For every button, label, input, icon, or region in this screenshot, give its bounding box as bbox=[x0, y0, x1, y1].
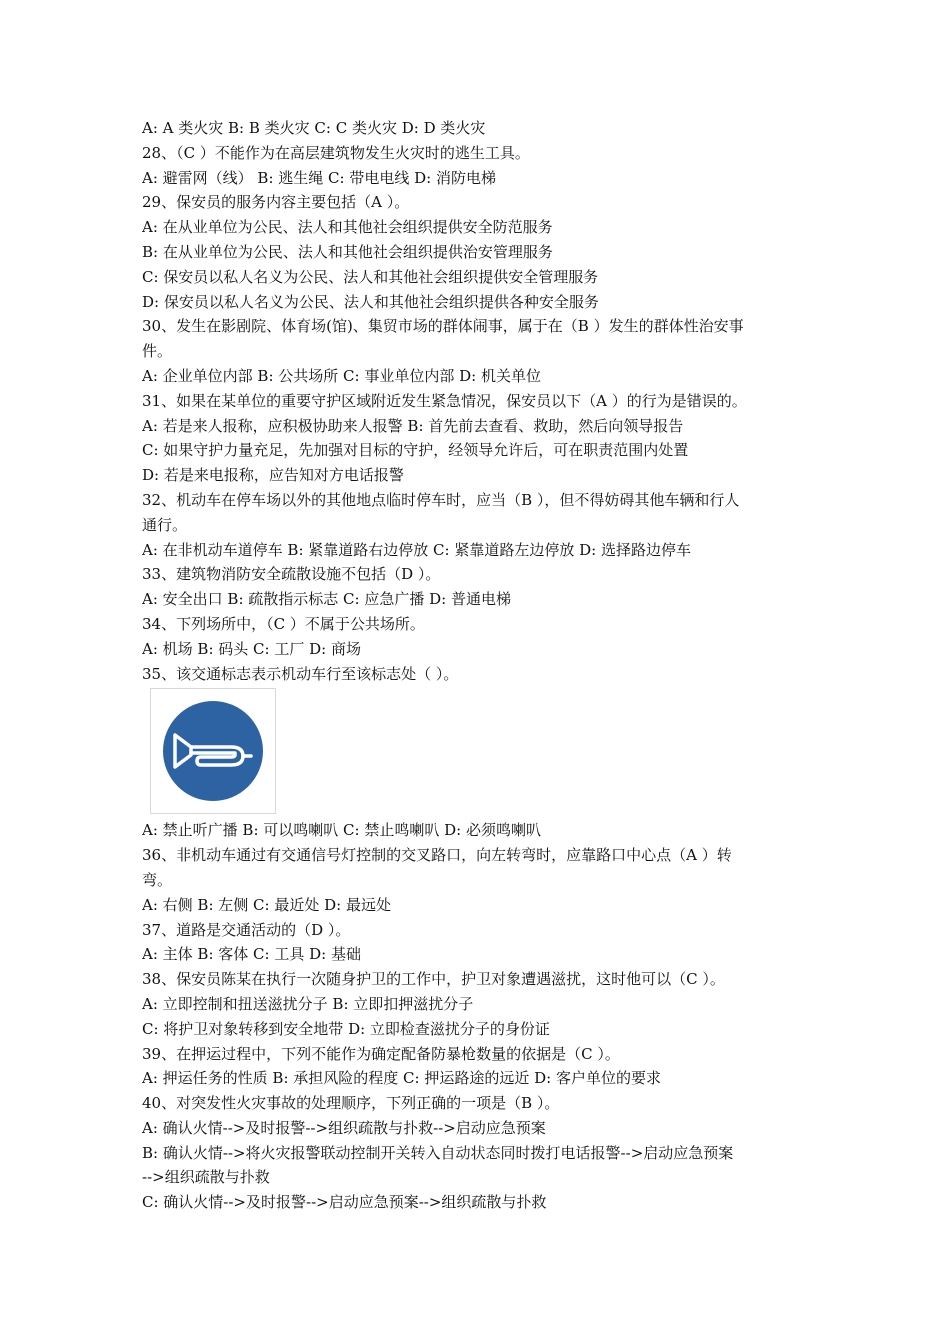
question-text: 39、在押运过程中，下列不能作为确定配备防暴枪数量的依据是（C ）。 bbox=[142, 1044, 620, 1063]
answer-options: A: 若是来人报称，应积极协助来人报警 B: 首先前去查看、救助，然后向领导报告 bbox=[142, 416, 684, 435]
answer-options: A: 确认火情-->及时报警-->组织疏散与扑救-->启动应急预案 bbox=[142, 1118, 546, 1137]
answer-options: A: 禁止听广播 B: 可以鸣喇叭 C: 禁止鸣喇叭 D: 必须鸣喇叭 bbox=[142, 821, 541, 840]
answer-options: D: 保安员以私人名义为公民、法人和其他社会组织提供各种安全服务 bbox=[142, 292, 599, 311]
traffic-sign-image bbox=[150, 688, 276, 814]
question-text: 32、机动车在停车场以外的其他地点临时停车时，应当（B ），但不得妨碍其他车辆和行人 bbox=[142, 490, 740, 509]
answer-options: C: 确认火情-->及时报警-->启动应急预案-->组织疏散与扑救 bbox=[142, 1193, 547, 1212]
question-block-before bbox=[142, 116, 822, 686]
question-list bbox=[142, 116, 822, 1215]
answer-options: A: 企业单位内部 B: 公共场所 C: 事业单位内部 D: 机关单位 bbox=[142, 366, 541, 385]
question-text: -->组织疏散与扑救 bbox=[142, 1168, 270, 1187]
question-text: 弯。 bbox=[142, 870, 173, 889]
question-text: 34、下列场所中，（C ）不属于公共场所。 bbox=[142, 614, 425, 633]
answer-options: D: 若是来电报称，应告知对方电话报警 bbox=[142, 466, 404, 485]
question-block-after bbox=[142, 818, 822, 1215]
question-text: 29、保安员的服务内容主要包括（A ）。 bbox=[142, 193, 410, 212]
answer-options: A: 主体 B: 客体 C: 工具 D: 基础 bbox=[142, 945, 361, 964]
answer-options: B: 在从业单位为公民、法人和其他社会组织提供治安管理服务 bbox=[142, 242, 553, 261]
answer-options: C: 如果守护力量充足，先加强对目标的守护，经领导允许后，可在职责范围内处置 bbox=[142, 441, 689, 460]
answer-options: A: 在非机动车道停车 B: 紧靠道路右边停放 C: 紧靠道路左边停放 D: 选择路边停车 bbox=[142, 540, 691, 559]
sign-circle bbox=[163, 701, 263, 801]
answer-options: C: 将护卫对象转移到安全地带 D: 立即检查滋扰分子的身份证 bbox=[142, 1019, 550, 1038]
question-text: 28、（C ）不能作为在高层建筑物发生火灾时的逃生工具。 bbox=[142, 143, 530, 162]
horn-icon bbox=[157, 695, 269, 807]
question-text: 31、如果在某单位的重要守护区域附近发生紧急情况，保安员以下（A ）的行为是错误的。 bbox=[142, 391, 747, 410]
answer-options: A: 安全出口 B: 疏散指示标志 C: 应急广播 D: 普通电梯 bbox=[142, 590, 511, 609]
question-text: 36、非机动车通过有交通信号灯控制的交叉路口，向左转弯时，应靠路口中心点（A ）转 bbox=[142, 846, 732, 865]
answer-options: B: 确认火情-->将火灾报警联动控制开关转入自动状态同时拨打电话报警-->启动应急预案 bbox=[142, 1143, 734, 1162]
answer-options: A: 押运任务的性质 B: 承担风险的程度 C: 押运路途的远近 D: 客户单位的要求 bbox=[142, 1069, 661, 1088]
answer-options: A: 立即控制和扭送滋扰分子 B: 立即扣押滋扰分子 bbox=[142, 994, 474, 1013]
answer-options: A: 机场 B: 码头 C: 工厂 D: 商场 bbox=[142, 639, 361, 658]
question-text: 通行。 bbox=[142, 515, 188, 534]
question-text: 33、建筑物消防安全疏散设施不包括（D ）。 bbox=[142, 565, 441, 584]
question-text: 30、发生在影剧院、体育场(馆)、集贸市场的群体闹事，属于在（B ）发生的群体性治安事 bbox=[142, 317, 744, 336]
answer-options: A: 避雷网（线） B: 逃生绳 C: 带电电线 D: 消防电梯 bbox=[142, 168, 496, 187]
question-text: 40、对突发性火灾事故的处理顺序，下列正确的一项是（B ）。 bbox=[142, 1094, 560, 1113]
question-text: 35、该交通标志表示机动车行至该标志处（ ）。 bbox=[142, 664, 459, 683]
answer-options: A: 右侧 B: 左侧 C: 最近处 D: 最远处 bbox=[142, 895, 391, 914]
question-text: 件。 bbox=[142, 342, 173, 361]
answer-options: A: A 类火灾 B: B 类火灾 C: C 类火灾 D: D 类火灾 bbox=[142, 119, 486, 137]
answer-options: C: 保安员以私人名义为公民、法人和其他社会组织提供安全管理服务 bbox=[142, 267, 599, 286]
question-text: 38、保安员陈某在执行一次随身护卫的工作中，护卫对象遭遇滋扰，这时他可以（C ）。 bbox=[142, 970, 725, 989]
answer-options: A: 在从业单位为公民、法人和其他社会组织提供安全防范服务 bbox=[142, 218, 553, 237]
question-text: 37、道路是交通活动的（D ）。 bbox=[142, 920, 351, 939]
